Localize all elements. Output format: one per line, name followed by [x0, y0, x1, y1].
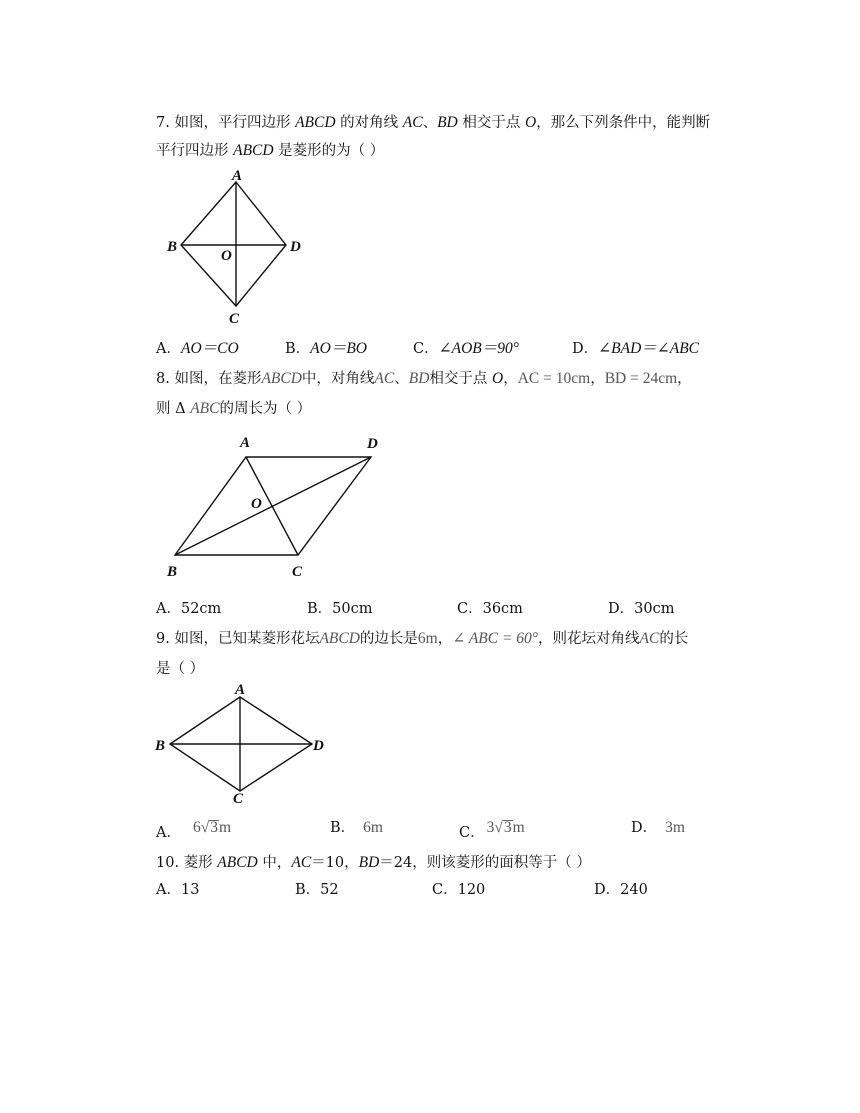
q8-comma: ，	[503, 371, 518, 387]
q10-bd: BD	[358, 854, 380, 871]
q9-text: ，则花坛对角线	[538, 631, 640, 647]
option-label: C．	[413, 341, 439, 357]
option-text: 240	[620, 882, 648, 898]
option-text: ∠AOB＝90°	[438, 340, 519, 357]
option-text: 36cm	[482, 601, 523, 617]
q10-option-d[interactable]	[594, 880, 648, 900]
q10-answer-bracket: ＝24，则该菱形的面积等于（ ）	[379, 855, 591, 871]
option-text: AO＝CO	[180, 340, 239, 357]
option-text: ∠BAD＝∠ABC	[598, 340, 700, 357]
option-label: A．	[156, 882, 181, 898]
q7-rhombus-figure	[160, 166, 320, 328]
q8-text: 8. 如图，在菱形	[156, 371, 262, 387]
option-text: 30cm	[634, 601, 675, 617]
q8-stem-line1	[156, 369, 692, 389]
q9-option-d[interactable]	[631, 818, 685, 838]
q10-ac: AC	[291, 854, 312, 871]
option-label: D．	[608, 601, 635, 617]
q9-text: 的长	[659, 631, 689, 647]
option-unit: m	[512, 819, 525, 836]
q7-ac: AC	[402, 114, 423, 131]
q9-stem-line1	[156, 629, 688, 649]
q8-comma: ，	[677, 371, 692, 387]
option-label: C．	[432, 882, 458, 898]
q7-option-b[interactable]	[285, 339, 367, 359]
q7-option-a[interactable]	[156, 339, 239, 359]
q8-abc: ABC	[190, 400, 220, 417]
q10-option-b[interactable]	[295, 880, 339, 900]
q7-stem-line1	[156, 113, 710, 133]
q9-text: 的边长是	[359, 631, 418, 647]
option-label: C．	[459, 825, 485, 841]
q7-bd: BD	[437, 114, 458, 131]
q9-text: 9. 如图，已知某菱形花坛	[156, 631, 320, 647]
q9-answer-bracket: 是（ ）	[156, 661, 205, 677]
q8-ac-value: AC = 10cm	[517, 370, 591, 387]
q8-label-d: D	[367, 436, 378, 452]
q9-option-b[interactable]	[330, 818, 383, 838]
q8-option-d[interactable]	[608, 599, 674, 619]
q8-abcd: ABCD	[261, 370, 302, 387]
option-label: B．	[295, 882, 321, 898]
q8-label-a: A	[240, 435, 251, 451]
q8-option-b[interactable]	[307, 599, 372, 619]
option-label: A．	[156, 825, 181, 841]
option-text: 120	[457, 882, 486, 898]
q9-label-c: C	[233, 791, 244, 806]
q9-abcd: ABCD	[319, 630, 360, 647]
option-label: C．	[457, 601, 483, 617]
option-text: 6m	[363, 819, 383, 836]
q9-label-d: D	[313, 738, 324, 754]
q8-stem-line2	[156, 399, 311, 419]
q7-label-a: A	[232, 168, 243, 184]
option-label: A．	[156, 341, 181, 357]
q8-text: 中，对角线	[301, 371, 375, 387]
q7-o: O	[524, 114, 537, 131]
q7-text: 平行四边形	[156, 143, 234, 159]
q8-label-o: O	[251, 496, 262, 512]
q8-text: 则 Δ	[156, 401, 191, 417]
option-label: D．	[631, 820, 658, 836]
q9-angle: ∠ ABC = 60°	[452, 630, 538, 647]
q10-text: 10. 菱形	[156, 855, 218, 871]
q9-rhombus-figure	[152, 678, 332, 806]
option-label: B．	[330, 820, 356, 836]
q9-comma: ，	[437, 631, 453, 647]
q8-label-b: B	[167, 564, 178, 580]
q8-comma: ，	[590, 371, 605, 387]
q7-text: 7. 如图，平行四边形	[156, 115, 296, 131]
option-text: 52	[320, 882, 339, 898]
q9-side-length: 6m	[417, 630, 438, 647]
q7-label-b: B	[167, 239, 178, 255]
q7-answer-bracket: 是菱形的为（ ）	[273, 143, 385, 159]
q7-label-o: O	[221, 248, 232, 264]
option-label: B．	[307, 601, 333, 617]
q7-abcd: ABCD	[295, 114, 336, 131]
q7-text: ，那么下列条件中，能判断	[536, 115, 711, 131]
q7-label-c: C	[229, 311, 240, 327]
q8-ac: AC	[374, 370, 395, 387]
q8-o: O	[492, 370, 504, 387]
q7-option-d[interactable]	[572, 339, 699, 359]
option-radicand: 3	[503, 819, 512, 836]
option-label: A．	[156, 601, 181, 617]
q7-abcd: ABCD	[233, 142, 274, 159]
q8-bd: BD	[408, 370, 430, 387]
q9-label-b: B	[155, 738, 166, 754]
q9-option-c[interactable]: C． 3√3m	[459, 819, 525, 841]
q7-stem-line2	[156, 141, 384, 161]
option-text: AO＝BO	[310, 340, 367, 357]
option-text: 52cm	[180, 601, 222, 617]
q9-stem-line2	[156, 659, 204, 679]
option-label: B．	[285, 341, 311, 357]
option-text: 13	[180, 882, 200, 898]
q10-text: ＝10，	[311, 855, 359, 871]
q8-option-a[interactable]	[156, 599, 221, 619]
option-unit: m	[219, 819, 232, 836]
q10-stem-line1	[156, 853, 591, 873]
q7-label-d: D	[290, 239, 301, 255]
q8-answer-bracket: 的周长为（ ）	[219, 401, 312, 417]
option-text: 3m	[665, 819, 685, 836]
q9-option-a[interactable]: A． 6√3m	[156, 819, 232, 841]
q10-abcd: ABCD	[217, 854, 258, 871]
q7-text: 的对角线	[335, 115, 403, 131]
q7-option-c[interactable]	[413, 339, 519, 359]
q7-text: 相交于点	[457, 115, 525, 131]
q8-label-c: C	[292, 564, 303, 580]
option-radicand: 3	[210, 819, 218, 836]
q9-ac: AC	[639, 630, 660, 647]
q8-rhombus-figure	[160, 428, 400, 584]
q10-option-c[interactable]	[432, 880, 485, 900]
q8-bd-value: BD = 24cm	[604, 370, 678, 387]
option-label: D．	[572, 341, 599, 357]
option-text: 50cm	[332, 601, 373, 617]
option-coefficient: 6	[192, 819, 201, 836]
q8-text: 相交于点	[429, 371, 493, 387]
q8-sep: 、	[394, 371, 409, 387]
q10-option-a[interactable]	[156, 880, 199, 900]
q8-option-c[interactable]	[457, 599, 523, 619]
option-coefficient: 3	[486, 819, 495, 836]
option-label: D．	[594, 882, 621, 898]
q7-sep: 、	[422, 115, 438, 131]
q10-text: 中，	[257, 855, 292, 871]
q9-label-a: A	[235, 682, 246, 698]
